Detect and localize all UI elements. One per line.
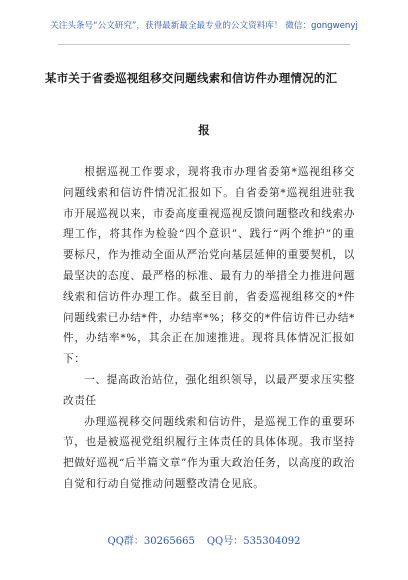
qq-number-text: QQ号：535304092 [206, 536, 301, 547]
header-banner: 关注头条号“公文研究”，获得最新最全最专业的公文资料库！ 微信：gongwenyj [50, 21, 358, 31]
section-heading: 一、提高政治站位，强化组织领导，以最严要求压实整改责任 [63, 373, 355, 407]
document-title: 某市关于省委巡视组移交问题线索和信访件办理情况的汇 [45, 71, 338, 85]
body-paragraph: 根据巡视工作要求，现将我市办理省委第*巡视组移交问题线索和信访件情况汇报如下。自省委第*巡视组进驻我市开展巡视以来，市委高度重视巡视反馈问题整改和线索办理工作，将其作为检验“四个意识”、践行“两个维护”的重要标尺，作为推动全面从严治党向基层延伸的重要契机，以最坚决的态度、最严格的标准、最有力的举措全力推进问题线索和信访件办理工作。截至目前，省委巡视组移交的*件问题线索已办结*件，办结率*%；移交的*件信访件已办结*件，办结率*%，其余正在加速推进。现将具体情况汇报如下： [63, 166, 355, 366]
footer-contact [0, 535, 408, 549]
header-divider [58, 44, 350, 45]
body-paragraph: 办理巡视移交问题线索和信访件，是巡视工作的重要环节，也是被巡视党组织履行主体责任的具体体现。我市坚持把做好巡视“后半篇文章”作为重大政治任务，以高度的政治自觉和行动自觉推动问题整改清仓见底。 [63, 415, 355, 490]
document-title-continuation: 报 [198, 123, 210, 137]
qq-group-text: QQ群：30265665 [107, 536, 195, 547]
document-body [63, 162, 355, 495]
